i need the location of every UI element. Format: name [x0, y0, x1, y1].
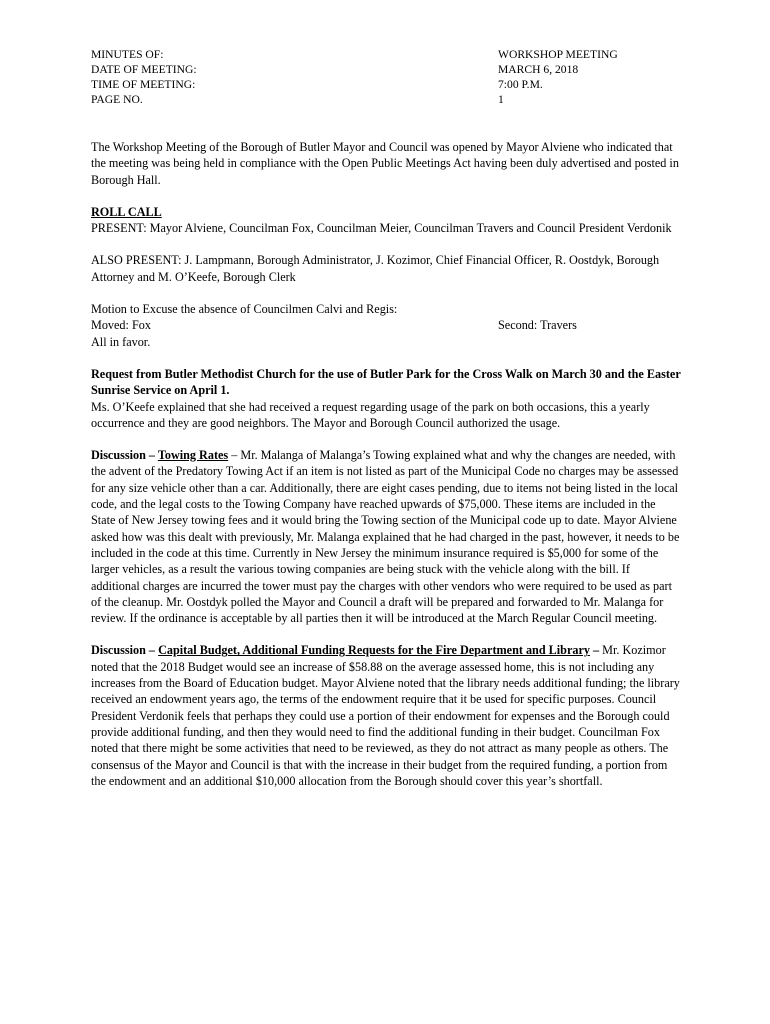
capital-topic: Capital Budget, Additional Funding Requests for the Fire Department and Library — [158, 643, 590, 658]
header-row-time — [91, 77, 691, 92]
church-request-heading: Request from Butler Methodist Church for the use of Butler Park for the Cross Walk on March 30 and the Easter Sunrise Service on April 1. — [91, 366, 681, 398]
towing-discussion — [91, 447, 681, 626]
header-value: 1 — [498, 93, 504, 106]
header-row-date — [91, 62, 691, 77]
roll-call-heading: ROLL CALL — [91, 204, 162, 219]
minutes-body — [91, 139, 681, 805]
capital-suffix: – — [589, 643, 600, 658]
church-request-paragraph: Ms. O’Keefe explained that she had received a request regarding usage of the park on both occasions, this a yearly occurrence and they are good neighbors. The Mayor and Borough Council authorized the usage. — [91, 399, 650, 430]
towing-prefix: Discussion – — [91, 448, 158, 463]
capital-text: Mr. Kozimor noted that the 2018 Budget would see an increase of $58.88 on the average assessed home, this is not including any increases from the Board of Education budget. Mayor Alviene noted that the library needs additional funding; the library received an endowment years ago, the terms of the endowment require that it be used for specific purposes. Council President Verdonik feels that perhaps they could use a portion of their endowment for expenses and the Borough could provide additional funding, and then they would need to find the additional funding in their budget. Councilman Fox noted that there might be some activities that need to be reviewed, as they do not attract as many people as others. The consensus of the Mayor and Council is that with the increase in their budget from the required funding, a portion from the endowment and an additional $10,000 allocation from the Borough should cover this year’s shortfall. — [91, 643, 680, 788]
header-value: WORKSHOP MEETING — [498, 48, 618, 61]
capital-prefix: Discussion – — [91, 643, 159, 658]
also-present-paragraph: ALSO PRESENT: J. Lampmann, Borough Administrator, J. Kozimor, Chief Financial Officer, R. Oostdyk, Borough Attorney and M. O’Keefe, Borough Clerk — [91, 253, 660, 284]
intro-paragraph: The Workshop Meeting of the Borough of Butler Mayor and Council was opened by Mayor Alviene who indicated that the meeting was being held in compliance with the Open Public Meetings Act having been duly advertised and posted in Borough Hall. — [91, 140, 679, 187]
header-value: MARCH 6, 2018 — [498, 63, 579, 76]
motion-moved: Moved: Fox — [91, 318, 151, 333]
header-value: 7:00 P.M. — [498, 78, 543, 91]
header-label: PAGE NO. — [91, 93, 143, 106]
header-label: TIME OF MEETING: — [91, 78, 196, 91]
motion-vote-row — [91, 317, 681, 333]
present-paragraph: PRESENT: Mayor Alviene, Councilman Fox, Councilman Meier, Councilman Travers and Council President Verdonik — [91, 221, 672, 236]
minutes-header — [91, 47, 691, 107]
towing-topic: Towing Rates — [157, 448, 229, 463]
header-row-page — [91, 92, 691, 107]
header-row-minutes — [91, 47, 691, 62]
motion-second: Second: Travers — [498, 318, 577, 333]
motion-text: Motion to Excuse the absence of Councilmen Calvi and Regis: — [91, 302, 398, 317]
header-label: DATE OF MEETING: — [91, 63, 197, 76]
motion-result: All in favor. — [91, 334, 151, 349]
towing-text: – Mr. Malanga of Malanga’s Towing explained what and why the changes are needed, with the advent of the Predatory Towing Act if an item is not listed as part of the Municipal Code no charges may be assessed for any size vehicle other than a car. Additionally, there are eight cases pending, due to items not being listed in the local code, and the legal costs to the Towing Company have reached upwards of $75,000. These items are included in the State of New Jersey towing fees and it would bring the Towing section of the Municipal code up to date. Mayor Alviene asked how was this dealt with previously, Mr. Malanga explained that he had charged in the past, however, it needs to be included in the code at this time. Currently in New Jersey the minimum insurance required is $5,000 for some of the larger vehicles, as a result the various towing companies are being stuck with the vehicle along with the bill. If additional charges are incurred the tower must pay the charges with other vendors who were required to be used as part of the cleanup. Mr. Oostdyk polled the Mayor and Council a draft will be prepared and forwarded to Mr. Malanga for review. If the ordinance is acceptable by all parties then it will be introduced at the March Regular Council meeting. — [91, 448, 680, 626]
capital-discussion — [91, 642, 681, 789]
header-label: MINUTES OF: — [91, 48, 164, 61]
